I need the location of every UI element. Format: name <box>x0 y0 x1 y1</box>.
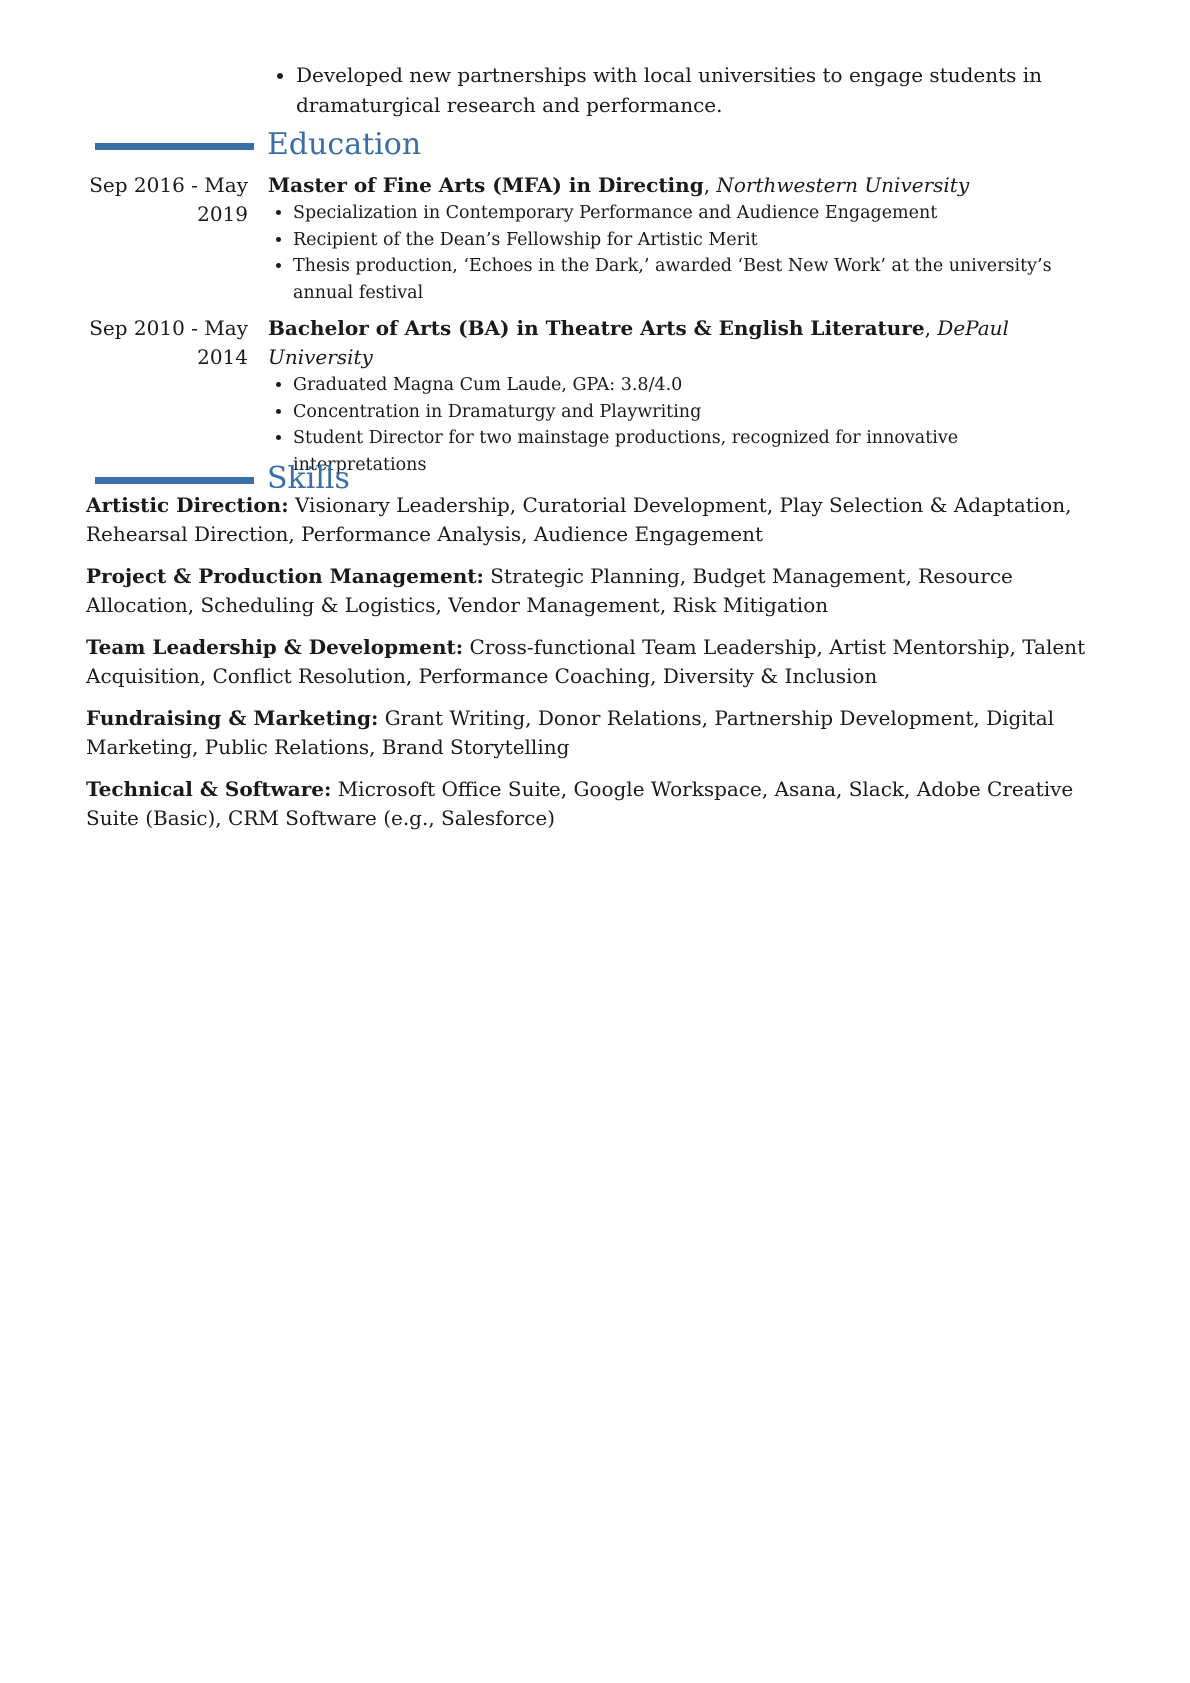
entry-dates: Sep 2016 - May 2019 <box>89 173 248 226</box>
section-rule <box>95 477 254 484</box>
list-item: • Recipient of the Dean’s Fellowship for Artistic Merit <box>293 227 1086 254</box>
skill-group <box>86 704 1106 762</box>
skill-label: Technical & Software: <box>86 777 332 801</box>
entry-heading <box>268 314 1086 372</box>
separator: , <box>703 173 717 197</box>
entry-heading <box>268 171 1086 200</box>
skill-text: Microsoft Office Suite, Google Workspace, Asana, Slack, Adobe Creative Suite (Basic), CRM Software (e.g., Salesforce) <box>86 777 1074 830</box>
entry-bullets <box>268 200 1086 306</box>
entry-body <box>268 171 1086 306</box>
list-item: • Specialization in Contemporary Performance and Audience Engagement <box>293 200 1086 227</box>
separator: , <box>924 316 938 340</box>
skill-text: Cross-functional Team Leadership, Artist Mentorship, Talent Acquisition, Conflict Resolution, Performance Coaching, Diversity & Inclusion <box>86 635 1086 688</box>
skill-label: Artistic Direction: <box>86 493 289 517</box>
skill-group <box>86 491 1106 549</box>
degree: Bachelor of Arts (BA) in Theatre Arts & English Literature <box>268 316 925 340</box>
list-item: • Graduated Magna Cum Laude, GPA: 3.8/4.0 <box>293 372 1086 399</box>
skill-text: Grant Writing, Donor Relations, Partnership Development, Digital Marketing, Public Relations, Brand Storytelling <box>86 706 1055 759</box>
skill-text: Strategic Planning, Budget Management, Resource Allocation, Scheduling & Logistics, Vendor Management, Risk Mitigation <box>86 564 1013 617</box>
skill-label: Fundraising & Marketing: <box>86 706 379 730</box>
institution: DePaul University <box>268 316 1009 369</box>
list-item: • Developed new partnerships with local universities to engage students in dramaturgical research and performance. <box>296 60 1063 120</box>
skill-group <box>86 775 1106 833</box>
carryover-bullets <box>268 60 1063 120</box>
degree: Master of Fine Arts (MFA) in Directing <box>268 173 704 197</box>
skills-list <box>86 491 1106 846</box>
section-rule <box>95 143 254 150</box>
education-section-heading <box>95 127 1095 163</box>
skill-group <box>86 633 1106 691</box>
section-title: Education <box>267 127 422 162</box>
institution: Northwestern University <box>716 173 970 197</box>
list-item: • Student Director for two mainstage productions, recognized for innovative interpretations <box>293 425 1086 478</box>
skill-label: Team Leadership & Development: <box>86 635 464 659</box>
skill-group <box>86 562 1106 620</box>
skill-label: Project & Production Management: <box>86 564 484 588</box>
entry-body <box>268 314 1086 478</box>
list-item: • Concentration in Dramaturgy and Playwriting <box>293 399 1086 426</box>
list-item: • Thesis production, ‘Echoes in the Dark,’ awarded ‘Best New Work’ at the university’s annual festival <box>293 253 1086 306</box>
skill-text: Visionary Leadership, Curatorial Development, Play Selection & Adaptation, Rehearsal Direction, Performance Analysis, Audience Engagement <box>86 493 1072 546</box>
section-title: Skills <box>267 461 350 496</box>
entry-dates: Sep 2010 - May 2014 <box>89 316 248 369</box>
